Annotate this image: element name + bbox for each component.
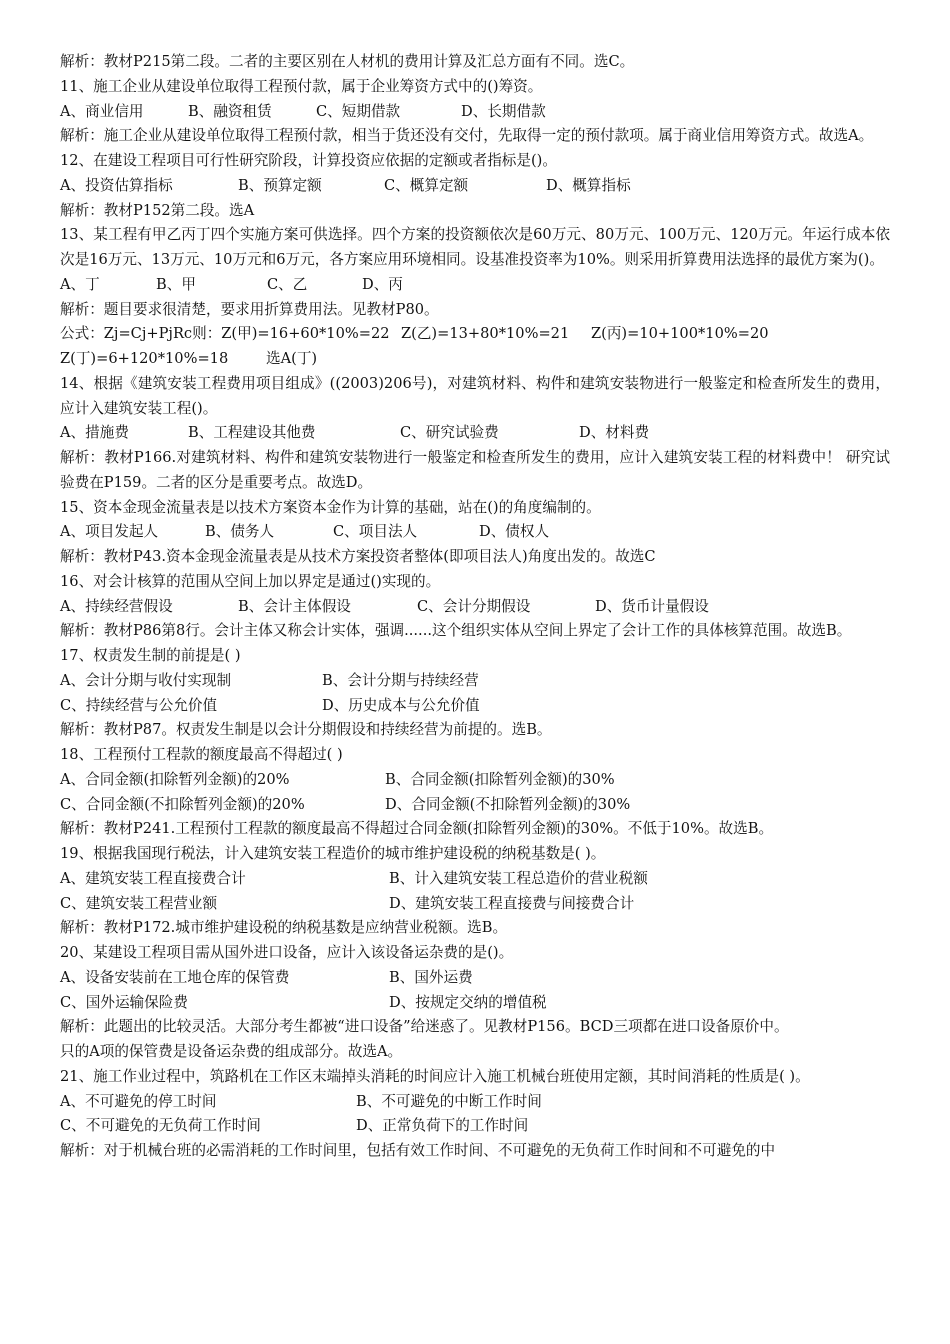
explanation-q18: 解析：教材P241.工程预付工程款的额度最高不得超过合同金额(扣除暂列金额)的30%。不低于10%。故选B。 — [60, 820, 774, 838]
options-q14 — [60, 421, 890, 446]
question-13: 13、某工程有甲乙丙丁四个实施方案可供选择。四个方案的投资额依次是60万元、80万元、100万元、120万元。年运行成本依次是16万元、13万元、10万元和6万元，各方案应用环境相同。设基准投资率为10%。则采用折算费用法选择的最优方案为()。 — [60, 226, 890, 268]
option-c: C、短期借款 — [316, 102, 401, 120]
explanation-q20: 解析：此题出的比较灵活。大部分考生都被“进口设备”给迷惑了。见教材P156。BCD三项都在进口设备原价中。 — [60, 1018, 789, 1036]
question-19: 19、根据我国现行税法，计入建筑安装工程造价的城市维护建设税的纳税基数是( )。 — [60, 845, 606, 862]
option-d: D、正常负荷下的工作时间 — [356, 1117, 529, 1135]
options-q18-row2 — [60, 793, 890, 818]
option-a: A、会计分期与收付实现制 — [60, 671, 232, 689]
option-a: A、持续经营假设 — [60, 597, 173, 615]
options-q18-row1 — [60, 768, 890, 793]
explanation-q12: 解析：教材P152第二段。选A — [60, 201, 255, 219]
question-18: 18、工程预付工程款的额度最高不得超过( ) — [60, 746, 343, 763]
question-16: 16、对会计核算的范围从空间上加以界定是通过()实现的。 — [60, 572, 441, 590]
option-b: B、不可避免的中断工作时间 — [356, 1092, 542, 1110]
option-d: D、按规定交纳的增值税 — [389, 993, 547, 1011]
option-b: B、国外运费 — [389, 968, 473, 986]
option-b: B、计入建筑安装工程总造价的营业税额 — [389, 869, 648, 887]
options-q16 — [60, 595, 890, 620]
option-b: B、合同金额(扣除暂列金额)的30% — [385, 770, 615, 788]
option-b: B、预算定额 — [238, 176, 322, 194]
option-a: A、措施费 — [60, 424, 129, 442]
question-21: 21、施工作业过程中，筑路机在工作区末端掉头消耗的时间应计入施工机械台班使用定额，其时间消耗的性质是( )。 — [60, 1067, 810, 1085]
options-q20-row1 — [60, 966, 890, 991]
document-page — [60, 50, 890, 1164]
options-q15 — [60, 520, 890, 545]
option-b: B、融资租赁 — [188, 102, 272, 120]
options-q17-row1 — [60, 669, 890, 694]
options-q20-row2 — [60, 991, 890, 1016]
option-d: D、合同金额(不扣除暂列金额)的30% — [385, 795, 631, 813]
option-c: C、国外运输保险费 — [60, 993, 188, 1011]
option-c: C、乙 — [267, 275, 308, 293]
option-a: A、不可避免的停工时间 — [60, 1092, 217, 1110]
formula-part: Z(乙)=13+80*10%=21 — [401, 325, 570, 343]
options-q19-row2 — [60, 892, 890, 917]
formula-part: Z(丁)=6+120*10%=18 — [60, 350, 229, 367]
option-b: B、会计主体假设 — [238, 597, 351, 615]
option-c: C、会计分期假设 — [417, 597, 531, 615]
option-c: C、持续经营与公允价值 — [60, 696, 218, 714]
option-d: D、材料费 — [579, 424, 650, 442]
question-11: 11、施工企业从建设单位取得工程预付款，属于企业筹资方式中的()筹资。 — [60, 77, 543, 95]
explanation-q20-continued: 只的A项的保管费是设备运杂费的组成部分。故选A。 — [60, 1043, 403, 1060]
explanation-q13: 解析：题目要求很清楚，要求用折算费用法。见教材P80。 — [60, 300, 439, 318]
question-17: 17、权责发生制的前提是( ) — [60, 647, 241, 664]
explanation-q14: 解析：教材P166.对建筑材料、构件和建筑安装物进行一般鉴定和检查所发生的费用，应计入建筑安装工程的材料费中！ 研究试验费在P159。二者的区分是重要考点。故选D。 — [60, 449, 890, 491]
option-a: A、建筑安装工程直接费合计 — [60, 869, 246, 887]
question-20: 20、某建设工程项目需从国外进口设备，应计入该设备运杂费的是()。 — [60, 944, 514, 961]
explanation-q11: 解析：施工企业从建设单位取得工程预付款，相当于货还没有交付，先取得一定的预付款项。属于商业信用筹资方式。故选A。 — [60, 127, 874, 145]
formula-line-1 — [60, 322, 890, 347]
option-b: B、债务人 — [205, 523, 275, 541]
option-d: D、长期借款 — [461, 102, 546, 120]
option-c: C、研究试验费 — [400, 424, 499, 442]
option-a: A、项目发起人 — [60, 523, 159, 541]
question-14: 14、根据《建筑安装工程费用项目组成》((2003)206号)，对建筑材料、构件和建筑安装物进行一般鉴定和检查所发生的费用，应计入建筑安装工程()。 — [60, 374, 890, 417]
options-q19-row1 — [60, 867, 890, 892]
formula-part: 公式：Zj=Cj+PjRc则：Z(甲)=16+60*10%=22 — [60, 325, 390, 343]
option-c: C、合同金额(不扣除暂列金额)的20% — [60, 795, 305, 813]
question-15: 15、资本金现金流量表是以技术方案资本金作为计算的基础，站在()的角度编制的。 — [60, 498, 601, 516]
option-b: B、甲 — [156, 275, 196, 293]
option-c: C、概算定额 — [384, 176, 469, 194]
option-b: B、会计分期与持续经营 — [322, 671, 479, 689]
option-a: A、丁 — [60, 275, 100, 293]
option-c: C、建筑安装工程营业额 — [60, 894, 218, 912]
option-a: A、投资估算指标 — [60, 176, 173, 194]
option-d: D、建筑安装工程直接费与间接费合计 — [389, 894, 635, 912]
explanation-q17: 解析：教材P87。权责发生制是以会计分期假设和持续经营为前提的。选B。 — [60, 721, 552, 739]
explanation-q16: 解析：教材P86第8行。会计主体又称会计实体，强调......这个组织实体从空间上界定了会计工作的具体核算范围。故选B。 — [60, 622, 852, 640]
option-d: D、丙 — [362, 275, 403, 293]
options-q17-row2 — [60, 694, 890, 719]
explanation-q21: 解析：对于机械台班的必需消耗的工作时间里，包括有效工作时间、不可避免的无负荷工作时间和不可避免的中 — [60, 1142, 776, 1159]
option-d: D、历史成本与公允价值 — [322, 696, 480, 714]
option-a: A、设备安装前在工地仓库的保管费 — [60, 968, 290, 986]
option-c: C、不可避免的无负荷工作时间 — [60, 1117, 261, 1135]
explanation-q19: 解析：教材P172.城市维护建设税的纳税基数是应纳营业税额。选B。 — [60, 919, 508, 937]
explanation-q10: 解析：教材P215第二段。二者的主要区别在人材机的费用计算及汇总方面有不同。选C。 — [60, 53, 635, 70]
option-d: D、债权人 — [479, 523, 550, 541]
question-12: 12、在建设工程项目可行性研究阶段，计算投资应依据的定额或者指标是()。 — [60, 152, 557, 169]
explanation-q15: 解析：教材P43.资本金现金流量表是从技术方案投资者整体(即项目法人)角度出发的。故选C — [60, 548, 656, 565]
formula-part: Z(丙)=10+100*10%=20 — [591, 325, 769, 343]
option-d: D、概算指标 — [546, 176, 631, 194]
options-q21-row1 — [60, 1090, 890, 1115]
option-d: D、货币计量假设 — [595, 597, 709, 615]
formula-line-2 — [60, 347, 890, 372]
option-a: A、商业信用 — [60, 102, 144, 120]
options-q12 — [60, 174, 890, 199]
formula-answer: 选A(丁) — [266, 350, 318, 367]
options-q11 — [60, 100, 890, 125]
options-q13 — [60, 273, 890, 298]
option-a: A、合同金额(扣除暂列金额)的20% — [60, 770, 290, 788]
option-c: C、项目法人 — [333, 523, 418, 541]
option-b: B、工程建设其他费 — [188, 424, 316, 442]
options-q21-row2 — [60, 1114, 890, 1139]
